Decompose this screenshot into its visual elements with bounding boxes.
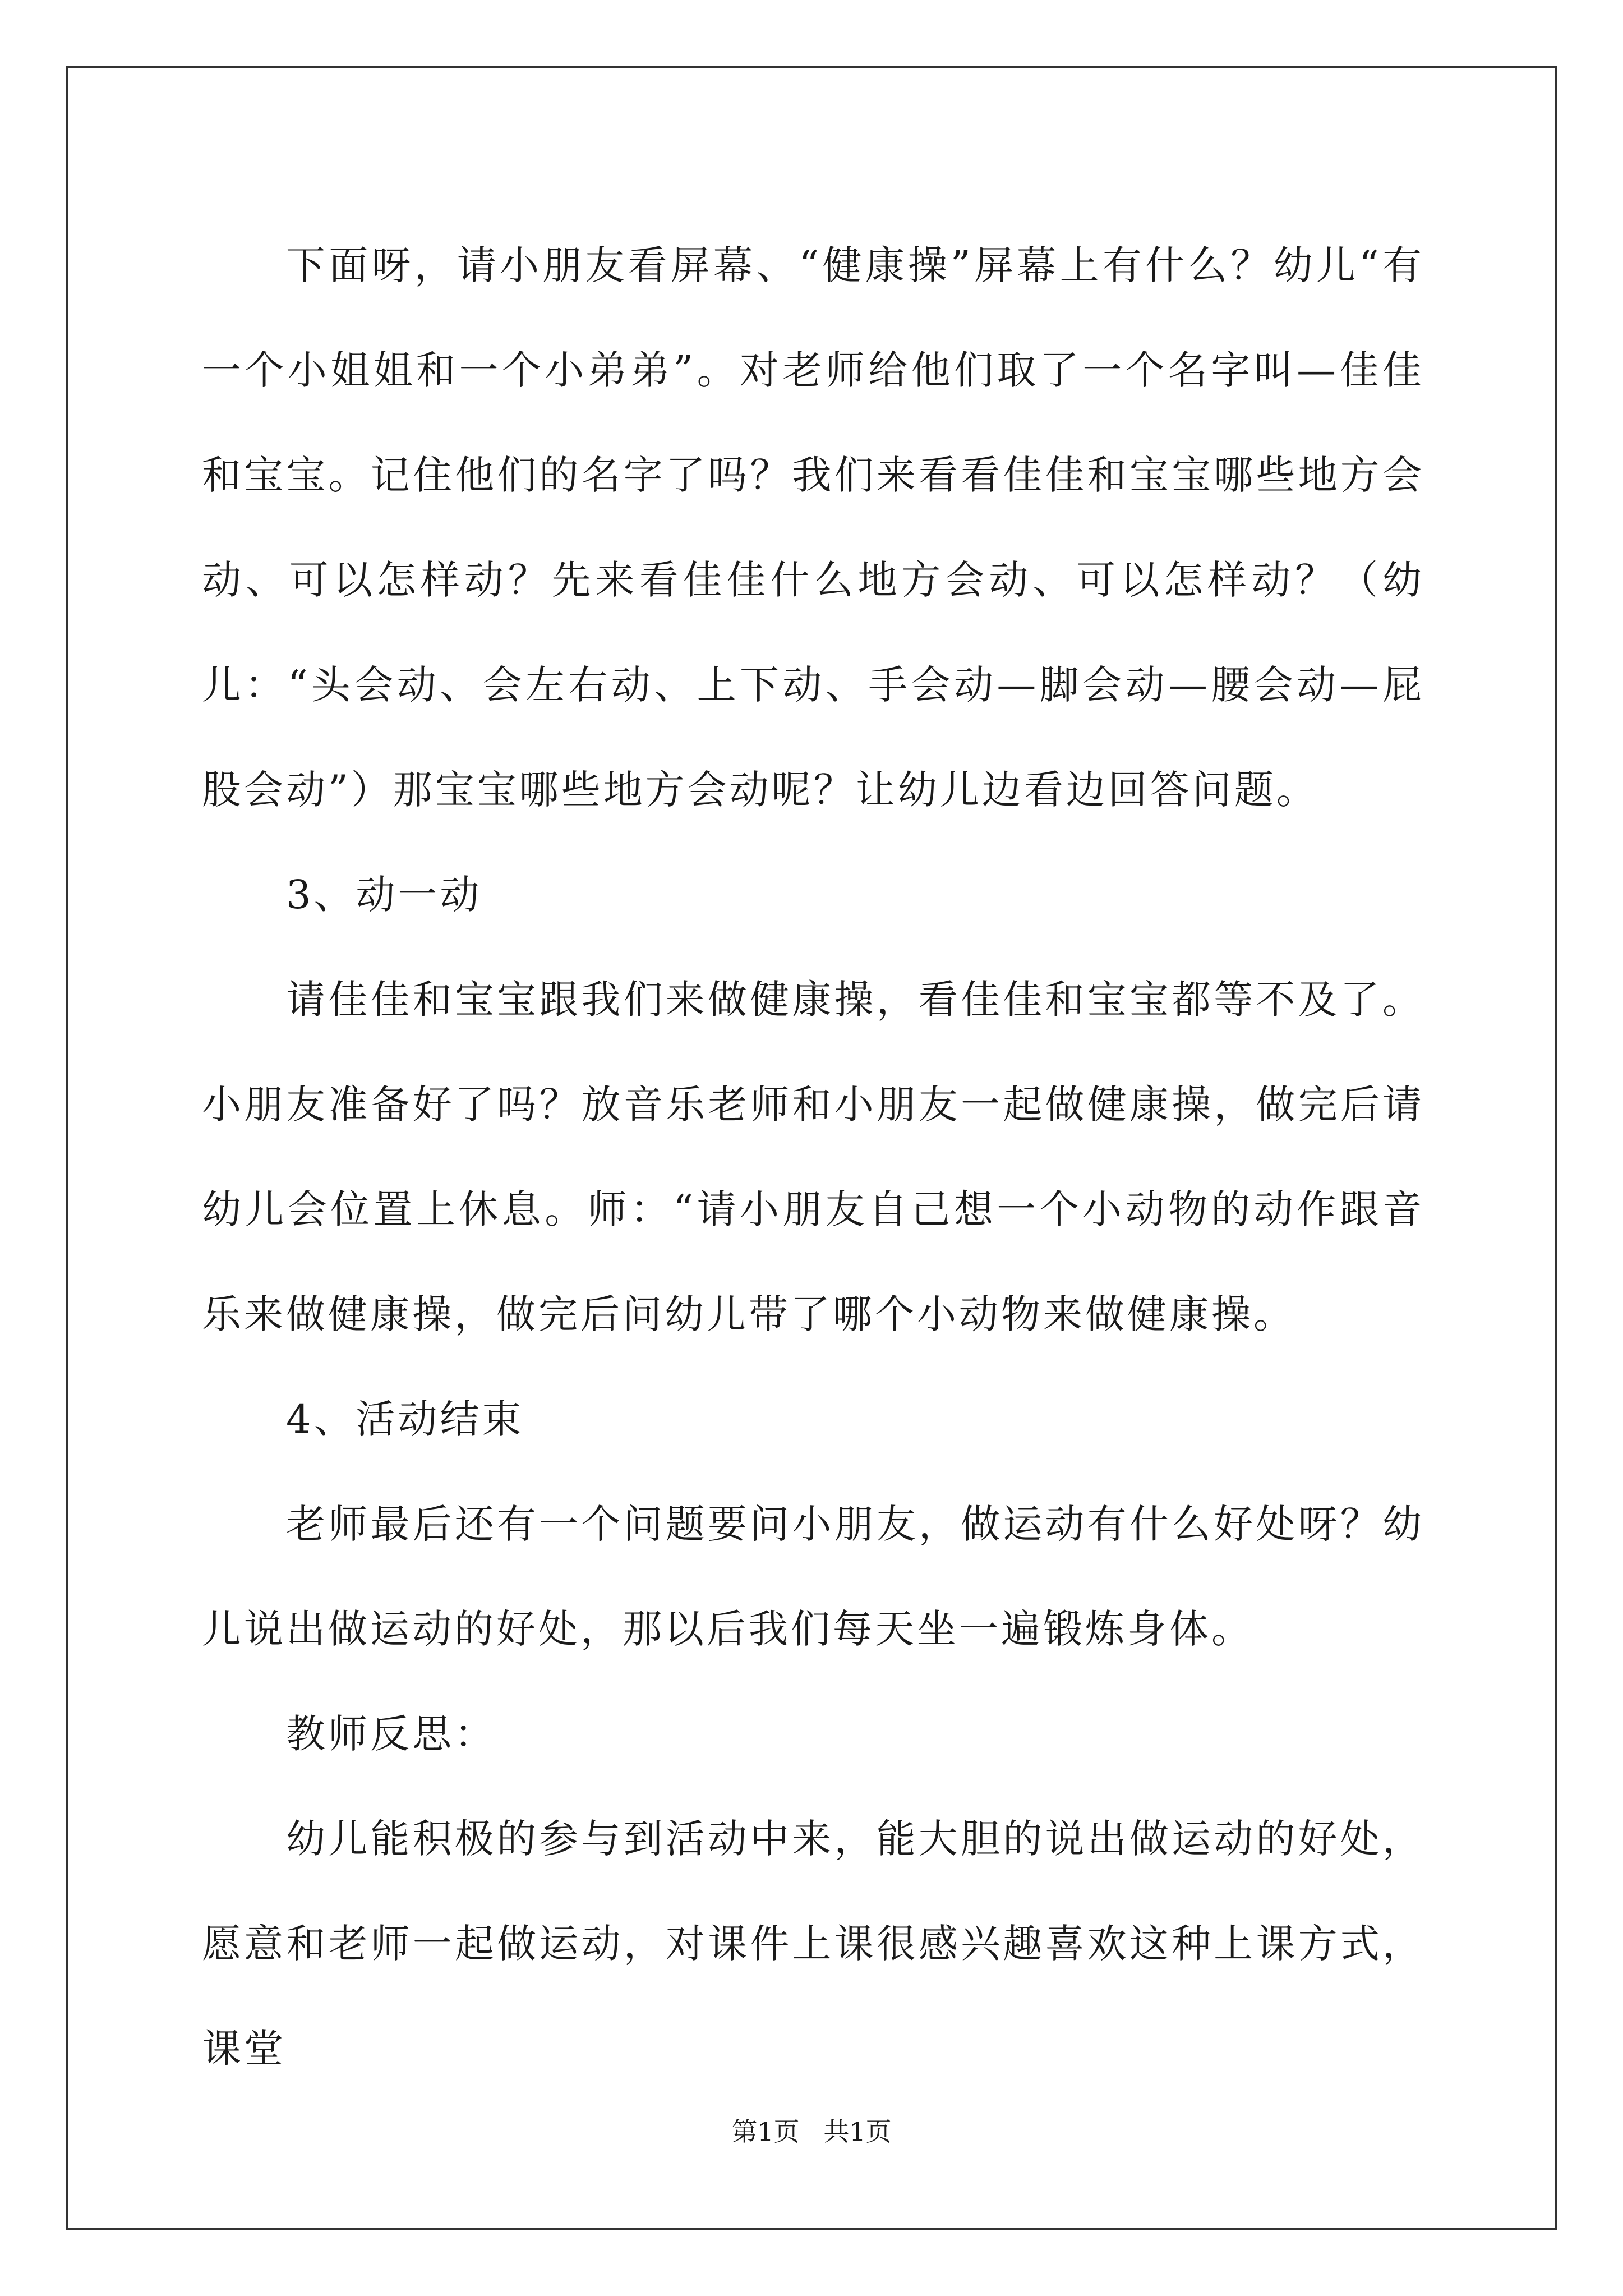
section-heading-end: 4、活动结束 [286, 1396, 524, 1442]
page-number: 第1页 [731, 2116, 800, 2147]
paragraph-exercise: 请佳佳和宝宝跟我们来做健康操，看佳佳和宝宝都等不及了。小朋友准备好了吗？放音乐老师和小朋友一起做健康操，做完后请幼儿会位置上休息。师：“请小朋友自己想一个小动物的动作跟音乐来做健康操，做完后问幼儿带了哪个小动物来做健康操。 [202, 977, 1424, 1337]
paragraph-intro: 下面呀，请小朋友看屏幕、“健康操”屏幕上有什么？幼儿“有一个小姐姐和一个小弟弟”。对老师给他们取了一个名字叫—佳佳和宝宝。记住他们的名字了吗？我们来看看佳佳和宝宝哪些地方会动、可以怎样动？先来看佳佳什么地方会动、可以怎样动？（幼儿：“头会动、会左右动、上下动、手会动—脚会动—腰会动—屁股会动”）那宝宝哪些地方会动呢？让幼儿边看边回答问题。 [202, 242, 1424, 813]
section-heading-reflection: 教师反思： [286, 1711, 496, 1757]
page-total: 共1页 [823, 2116, 892, 2147]
paragraph-reflection: 幼儿能积极的参与到活动中来，能大胆的说出做运动的好处，愿意和老师一起做运动，对课件上课很感兴趣喜欢这种上课方式，课堂 [202, 1816, 1424, 2072]
section-heading-move: 3、动一动 [286, 872, 482, 918]
page-footer [0, 2115, 1623, 2148]
paragraph-benefits: 老师最后还有一个问题要问小朋友，做运动有什么好处呀？幼儿说出做运动的好处，那以后我们每天坐一遍锻炼身体。 [202, 1501, 1424, 1652]
document-body [202, 213, 1424, 2101]
